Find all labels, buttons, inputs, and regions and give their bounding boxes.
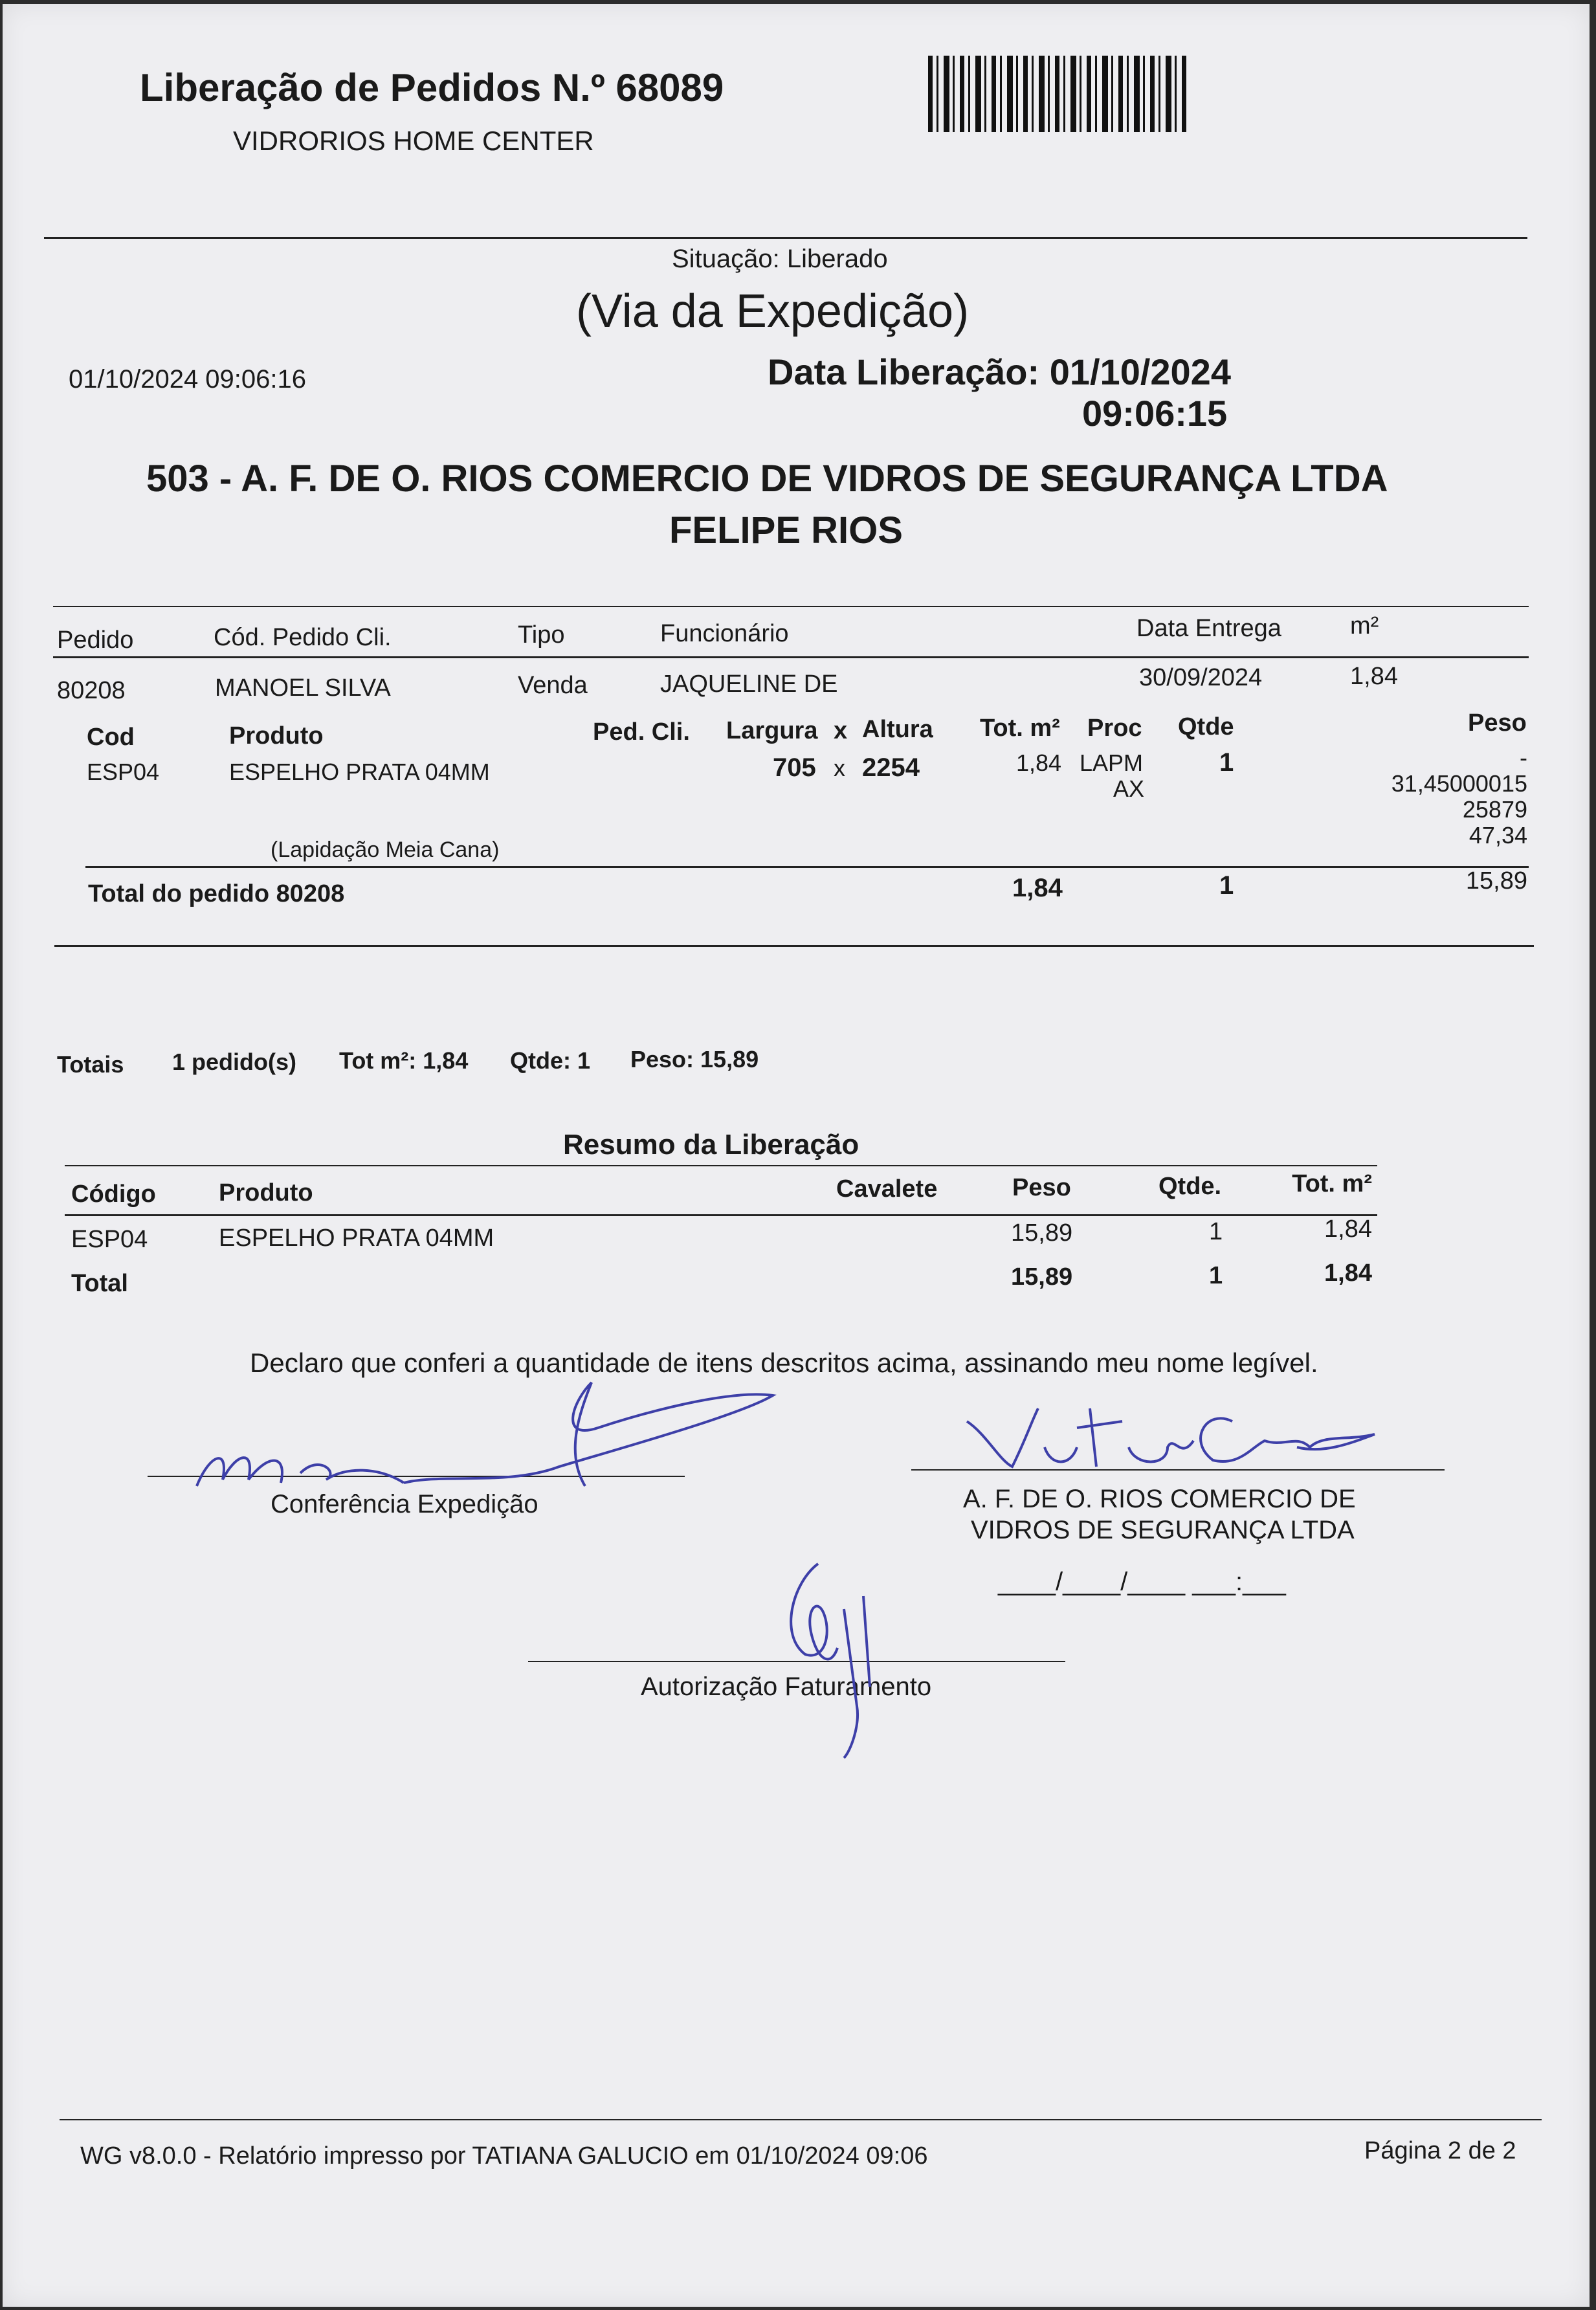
company-sign-line-2: VIDROS DE SEGURANÇA LTDA: [971, 1516, 1355, 1544]
release-date: Data Liberação: 01/10/2024: [768, 351, 1231, 392]
totals-weight: Peso: 15,89: [630, 1046, 759, 1072]
release-time: 09:06:15: [1082, 393, 1228, 434]
delivery-date: 30/09/2024: [1139, 664, 1263, 691]
printed-by: WG v8.0.0 - Relatório impresso por TATIANA GALUCIO em 01/10/2024 09:06: [80, 2142, 928, 2170]
client-name: 503 - A. F. DE O. RIOS COMERCIO DE VIDROS DE SEGURANÇA LTDA: [146, 458, 1388, 500]
summary-row-qtde: 1: [1209, 1218, 1223, 1245]
order-m2: 1,84: [1350, 663, 1398, 690]
print-timestamp: 01/10/2024 09:06:16: [69, 365, 307, 394]
col-altura: Altura: [862, 716, 933, 743]
summary-header-rule: [65, 1214, 1377, 1216]
document-page: [3, 4, 1590, 2307]
col-proc: Proc: [1087, 715, 1142, 742]
items-total-rule: [85, 866, 1529, 868]
barcode: [928, 56, 1187, 132]
col-cod: Cod: [87, 724, 135, 751]
summary-col-tot-m2: Tot. m²: [1292, 1170, 1372, 1197]
item-peso-1: -: [1520, 744, 1527, 771]
autorizacao-signature: [766, 1557, 883, 1764]
col-tot-m2: Tot. m²: [980, 715, 1060, 742]
item-peso-4: 47,34: [1469, 822, 1527, 849]
item-produto: ESPELHO PRATA 04MM: [229, 759, 490, 785]
summary-row-tot-m2: 1,84: [1324, 1216, 1372, 1243]
client-contact: FELIPE RIOS: [669, 509, 903, 551]
col-cod-pedido-cli: Cód. Pedido Cli.: [214, 624, 392, 651]
page-title: Liberação de Pedidos N.º 68089: [140, 66, 724, 109]
item-peso-2: 31,45000015: [1391, 770, 1527, 797]
summary-title: Resumo da Liberação: [563, 1129, 859, 1161]
order-total-peso: 15,89: [1465, 867, 1527, 894]
summary-col-produto: Produto: [219, 1179, 313, 1206]
item-tot-m2: 1,84: [1016, 750, 1062, 776]
copy-type: (Via da Expedição): [576, 285, 970, 337]
client-order-code: MANOEL SILVA: [215, 674, 391, 702]
autorizacao-label: Autorização Faturamento: [641, 1672, 932, 1701]
item-qtde: 1: [1219, 748, 1234, 777]
conferencia-signature: [171, 1376, 792, 1505]
col-produto: Produto: [229, 722, 324, 750]
item-peso-3: 25879: [1462, 796, 1527, 823]
status-text: Situação: Liberado: [672, 245, 888, 273]
summary-row-codigo: ESP04: [71, 1226, 148, 1253]
totals-m2: Tot m²: 1,84: [339, 1047, 469, 1074]
employee: JAQUELINE DE: [660, 671, 838, 698]
col-qtde: Qtde: [1178, 713, 1234, 740]
conferencia-label: Conferência Expedição: [271, 1490, 538, 1518]
item-proc-2: AX: [1113, 775, 1145, 802]
summary-col-cavalete: Cavalete: [836, 1175, 938, 1203]
totals-label: Totais: [57, 1051, 124, 1078]
col-tipo: Tipo: [518, 621, 565, 649]
company-sign-line-1: A. F. DE O. RIOS COMERCIO DE: [963, 1485, 1356, 1513]
col-x: x: [834, 717, 848, 744]
summary-top-rule: [65, 1165, 1377, 1166]
summary-col-qtde: Qtde.: [1158, 1173, 1222, 1200]
summary-total-label: Total: [71, 1270, 128, 1297]
item-altura: 2254: [862, 753, 920, 782]
col-pedido: Pedido: [57, 627, 134, 654]
col-m2: m²: [1350, 612, 1379, 639]
order-total-qtde: 1: [1219, 871, 1234, 900]
order-table-top-rule: [53, 606, 1529, 607]
totals-orders: 1 pedido(s): [172, 1049, 297, 1075]
summary-total-peso: 15,89: [1011, 1263, 1073, 1291]
order-total-label: Total do pedido 80208: [88, 880, 345, 907]
item-largura: 705: [773, 753, 816, 782]
page-number: Página 2 de 2: [1364, 2137, 1516, 2164]
item-proc-1: LAPM: [1080, 750, 1144, 776]
company-signature: [960, 1383, 1388, 1480]
summary-col-codigo: Código: [71, 1181, 156, 1208]
col-largura: Largura: [726, 717, 818, 744]
item-cod: ESP04: [87, 759, 160, 785]
header-divider: [44, 237, 1527, 239]
order-total-m2: 1,84: [1012, 874, 1063, 902]
item-x: x: [834, 755, 845, 781]
col-ped-cli: Ped. Cli.: [593, 718, 690, 746]
col-data-entrega: Data Entrega: [1136, 615, 1281, 642]
order-type: Venda: [518, 672, 588, 699]
summary-total-qtde: 1: [1209, 1262, 1223, 1289]
order-table-header-rule: [53, 656, 1529, 658]
summary-row-produto: ESPELHO PRATA 04MM: [219, 1225, 494, 1252]
footer-rule: [60, 2119, 1542, 2120]
col-peso: Peso: [1468, 709, 1527, 737]
section-divider: [54, 945, 1534, 947]
item-process-note: (Lapidação Meia Cana): [271, 838, 500, 862]
summary-row-peso: 15,89: [1011, 1219, 1073, 1247]
col-funcionario: Funcionário: [660, 620, 789, 647]
order-number: 80208: [57, 677, 126, 704]
summary-col-peso: Peso: [1012, 1174, 1071, 1201]
totals-qtde: Qtde: 1: [510, 1047, 591, 1074]
summary-total-m2: 1,84: [1324, 1260, 1372, 1287]
declaration-text: Declaro que conferi a quantidade de itens descritos acima, assinando meu nome legível.: [250, 1348, 1318, 1378]
date-time-blank: ____/____/____ ___:___: [998, 1568, 1286, 1596]
company-name: VIDRORIOS HOME CENTER: [233, 126, 594, 156]
